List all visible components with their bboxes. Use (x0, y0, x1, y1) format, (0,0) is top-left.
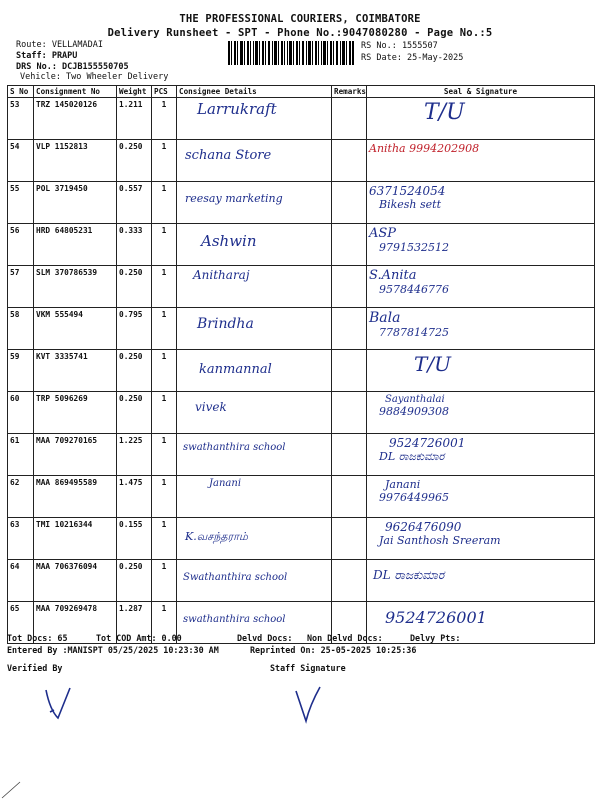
col-sno: S No (8, 86, 34, 98)
cell-remarks (332, 224, 367, 266)
cell-pcs: 1 (152, 476, 177, 518)
route-label: Route: VELLAMADAI (16, 40, 103, 50)
cell-remarks (332, 518, 367, 560)
seal-handwriting-line2: 7787814725 (379, 326, 449, 339)
cell-consignee (177, 266, 332, 308)
cell-remarks (332, 350, 367, 392)
cell-sno: 57 (8, 266, 34, 308)
cell-consignment: KVT 3335741 (34, 350, 117, 392)
seal-handwriting: 9626476090 (385, 520, 462, 534)
barcode-image (228, 41, 354, 65)
cell-weight: 1.225 (117, 434, 152, 476)
cell-sno: 59 (8, 350, 34, 392)
cell-consignee (177, 98, 332, 140)
cell-sno: 61 (8, 434, 34, 476)
cell-remarks (332, 434, 367, 476)
cell-pcs: 1 (152, 602, 177, 644)
cell-pcs: 1 (152, 434, 177, 476)
footer-tot-docs: Tot Docs: 65 (7, 633, 68, 643)
table-row (8, 266, 595, 308)
cell-seal-signature (367, 518, 595, 560)
seal-handwriting: 6371524054 (369, 184, 446, 198)
seal-handwriting-line2: Bikesh sett (379, 198, 441, 211)
cell-pcs: 1 (152, 392, 177, 434)
staff-label: Staff: PRAPU (16, 51, 78, 61)
seal-handwriting: T/U (424, 100, 465, 125)
page-title: THE PROFESSIONAL COURIERS, COIMBATORE (179, 13, 421, 25)
cell-seal-signature (367, 476, 595, 518)
consignee-handwriting: Brindha (197, 316, 254, 332)
footer-delvd: Delvd Docs: (237, 633, 293, 643)
table-row (8, 182, 595, 224)
seal-handwriting-line2: 9578446776 (379, 283, 449, 296)
staff-signature-label: Staff Signature (270, 663, 346, 673)
cell-remarks (332, 140, 367, 182)
cell-pcs: 1 (152, 224, 177, 266)
corner-mark (0, 770, 40, 800)
staff-signature-mark (290, 683, 330, 728)
cell-remarks (332, 476, 367, 518)
cell-remarks (332, 182, 367, 224)
cell-consignment: TMI 10216344 (34, 518, 117, 560)
cell-sno: 53 (8, 98, 34, 140)
col-pcs: PCS (152, 86, 177, 98)
cell-seal-signature (367, 350, 595, 392)
cell-seal-signature (367, 266, 595, 308)
cell-sno: 60 (8, 392, 34, 434)
table-row (8, 560, 595, 602)
cell-consignment: SLM 370786539 (34, 266, 117, 308)
col-consignment: Consignment No (34, 86, 117, 98)
cell-weight: 0.250 (117, 140, 152, 182)
cell-sno: 58 (8, 308, 34, 350)
cell-seal-signature (367, 602, 595, 644)
cell-seal-signature (367, 182, 595, 224)
cell-sno: 62 (8, 476, 34, 518)
cell-consignee (177, 476, 332, 518)
col-consignee: Consignee Details (177, 86, 332, 98)
seal-handwriting: 9524726001 (389, 436, 466, 450)
rs-no-label: RS No.: 1555507 (361, 41, 438, 51)
cell-consignment: TRP 5096269 (34, 392, 117, 434)
cell-seal-signature (367, 308, 595, 350)
cell-seal-signature (367, 434, 595, 476)
cell-pcs: 1 (152, 266, 177, 308)
seal-handwriting: 9524726001 (385, 608, 487, 627)
cell-remarks (332, 98, 367, 140)
cell-sno: 56 (8, 224, 34, 266)
cell-consignment: MAA 706376094 (34, 560, 117, 602)
cell-weight: 1.287 (117, 602, 152, 644)
cell-pcs: 1 (152, 98, 177, 140)
cell-sno: 64 (8, 560, 34, 602)
cell-sno: 55 (8, 182, 34, 224)
seal-handwriting-line2: Jai Santhosh Sreeram (379, 534, 501, 547)
cell-consignment: TRZ 145020126 (34, 98, 117, 140)
cell-weight: 0.795 (117, 308, 152, 350)
cell-consignee (177, 560, 332, 602)
verified-by-label: Verified By (7, 663, 63, 673)
footer-reprinted: Reprinted On: 25-05-2025 10:25:36 (250, 645, 417, 655)
table-row (8, 518, 595, 560)
consignee-handwriting: swathanthira school (183, 442, 286, 453)
seal-handwriting-line2: 9791532512 (379, 241, 449, 254)
seal-handwriting: Bala (369, 310, 401, 326)
cell-consignment: MAA 709269478 (34, 602, 117, 644)
cell-consignee (177, 392, 332, 434)
seal-handwriting: S.Anita (369, 268, 417, 283)
seal-handwriting-line2: 9884909308 (379, 405, 449, 418)
consignee-handwriting: schana Store (185, 148, 272, 163)
cell-seal-signature (367, 560, 595, 602)
col-seal: Seal & Signature (367, 86, 595, 98)
table-row (8, 98, 595, 140)
vehicle-label: Vehicle: Two Wheeler Delivery (20, 72, 169, 82)
drs-label: DRS No.: DCJB155550705 (16, 62, 129, 72)
cell-weight: 0.333 (117, 224, 152, 266)
cell-consignee (177, 350, 332, 392)
col-remarks: Remarks (332, 86, 367, 98)
consignee-handwriting: Larrukraft (197, 100, 277, 118)
cell-sno: 65 (8, 602, 34, 644)
seal-handwriting: Sayanthalai (385, 394, 445, 405)
consignee-handwriting: swathanthira school (183, 614, 286, 625)
seal-handwriting: Anitha 9994202908 (369, 142, 480, 155)
cell-consignment: MAA 869495589 (34, 476, 117, 518)
cell-seal-signature (367, 224, 595, 266)
cell-sno: 63 (8, 518, 34, 560)
cell-pcs: 1 (152, 350, 177, 392)
cell-weight: 0.250 (117, 392, 152, 434)
cell-consignee (177, 434, 332, 476)
runsheet-table (7, 85, 595, 644)
cell-remarks (332, 560, 367, 602)
seal-handwriting: DL ರಾಜಕುಮಾರ (373, 568, 445, 582)
footer-non-delvd: Non Delvd Docs: (307, 633, 383, 643)
footer-delvy-pts: Delvy Pts: (410, 633, 461, 643)
rs-date-label: RS Date: 25-May-2025 (361, 53, 464, 63)
cell-weight: 0.250 (117, 266, 152, 308)
cell-consignee (177, 182, 332, 224)
table-row (8, 392, 595, 434)
cell-weight: 0.250 (117, 350, 152, 392)
footer-entered: Entered By :MANISPT 05/25/2025 10:23:30 AM (7, 645, 219, 655)
table-row (8, 350, 595, 392)
cell-remarks (332, 308, 367, 350)
table-header-row (8, 86, 595, 98)
consignee-handwriting: kanmannal (199, 362, 272, 377)
seal-handwriting: Janani (385, 478, 421, 491)
consignee-handwriting: Anitharaj (193, 268, 250, 282)
cell-pcs: 1 (152, 308, 177, 350)
consignee-handwriting: Ashwin (201, 232, 257, 250)
cell-seal-signature (367, 392, 595, 434)
cell-weight: 1.475 (117, 476, 152, 518)
cell-weight: 1.211 (117, 98, 152, 140)
cell-seal-signature (367, 98, 595, 140)
cell-pcs: 1 (152, 518, 177, 560)
consignee-handwriting: K.வசந்தராம் (185, 530, 248, 543)
cell-consignment: HRD 64805231 (34, 224, 117, 266)
table-row (8, 140, 595, 182)
cell-consignee (177, 518, 332, 560)
cell-consignee (177, 224, 332, 266)
col-weight: Weight (117, 86, 152, 98)
cell-consignment: MAA 709270165 (34, 434, 117, 476)
page-subtitle: Delivery Runsheet - SPT - Phone No.:9047080280 - Page No.:5 (107, 27, 493, 39)
seal-handwriting-line2: DL ರಾಜಕುಮಾರ (379, 450, 445, 463)
seal-handwriting-line2: 9976449965 (379, 491, 449, 504)
cell-weight: 0.557 (117, 182, 152, 224)
consignee-handwriting: Swathanthira school (183, 572, 288, 583)
cell-weight: 0.250 (117, 560, 152, 602)
verified-signature-mark (40, 680, 80, 725)
cell-pcs: 1 (152, 140, 177, 182)
consignee-handwriting: Janani (209, 478, 242, 489)
cell-remarks (332, 266, 367, 308)
cell-consignment: VLP 1152813 (34, 140, 117, 182)
consignee-handwriting: vivek (195, 400, 227, 414)
table-row (8, 224, 595, 266)
cell-remarks (332, 392, 367, 434)
cell-weight: 0.155 (117, 518, 152, 560)
consignee-handwriting: reesay marketing (185, 192, 283, 205)
cell-consignee (177, 140, 332, 182)
seal-handwriting: ASP (369, 226, 397, 241)
table-row (8, 476, 595, 518)
footer-cod: Tot COD Amt: 0.00 (96, 633, 182, 643)
cell-consignment: VKM 555494 (34, 308, 117, 350)
cell-sno: 54 (8, 140, 34, 182)
cell-consignee (177, 308, 332, 350)
cell-pcs: 1 (152, 182, 177, 224)
cell-consignment: POL 3719450 (34, 182, 117, 224)
table-row (8, 434, 595, 476)
seal-handwriting: T/U (414, 352, 451, 376)
cell-pcs: 1 (152, 560, 177, 602)
cell-seal-signature (367, 140, 595, 182)
table-row (8, 308, 595, 350)
